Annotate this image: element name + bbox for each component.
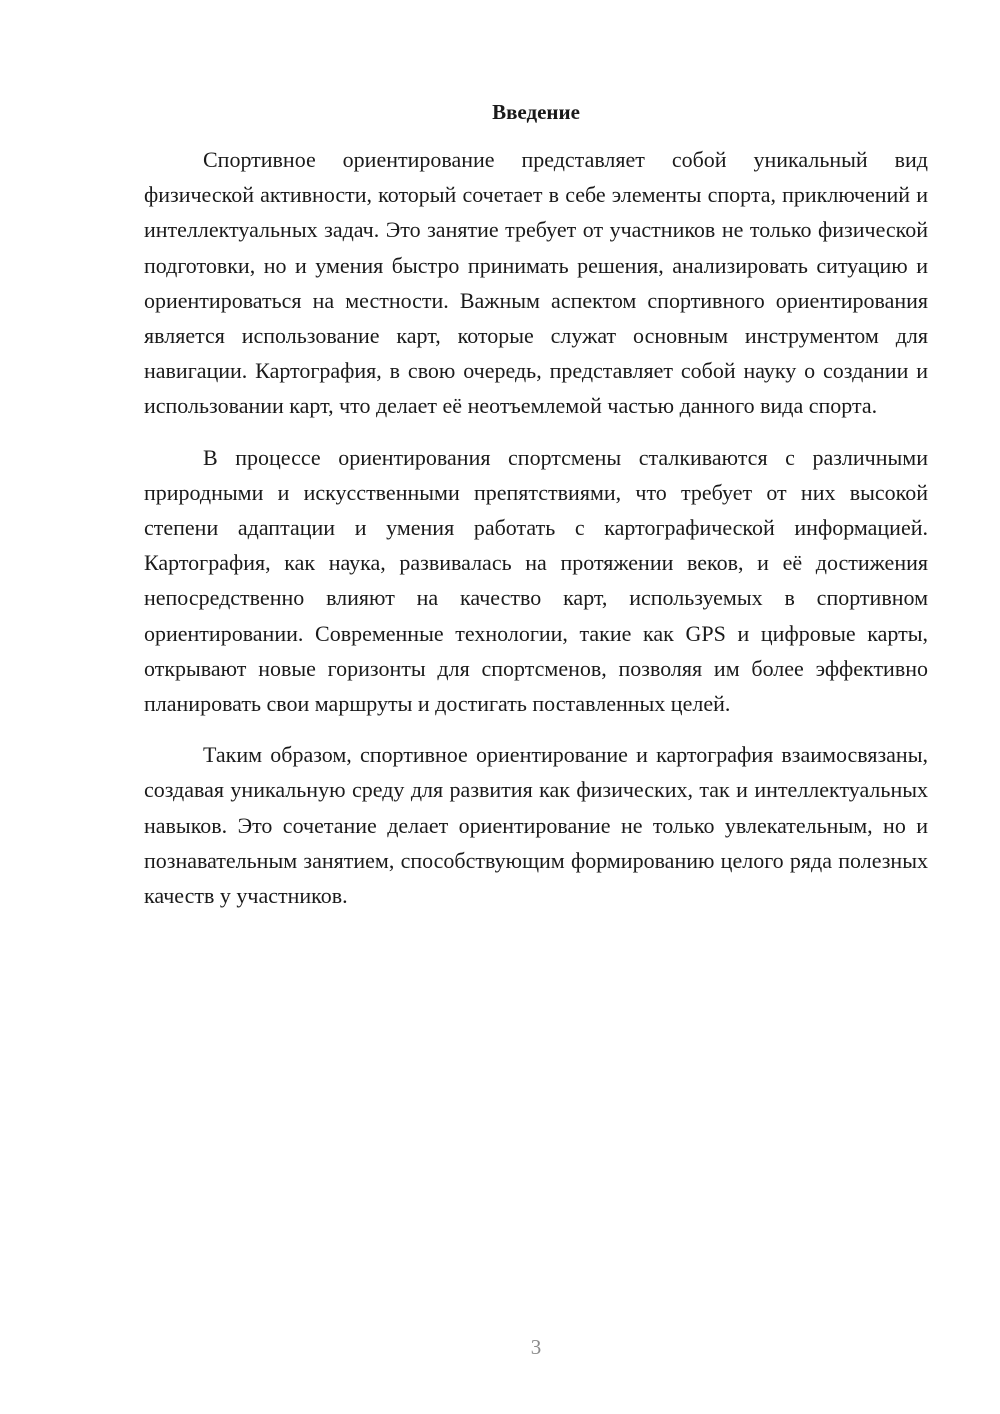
paragraph-2: В процессе ориентирования спортсмены сталкиваются с различными природными и искусственными препятствиями, что требует от них высокой степени адаптации и умения работать с картографической информацией. Картография, как наука, развивалась на протяжении веков, и её достижения непосредственно влияют на качество карт, используемых в спортивном ориентировании. Современные технологии, такие как GPS и цифровые карты, открывают новые горизонты для спортсменов, позволяя им более эффективно планировать свои маршруты и достигать поставленных целей. [144,444,928,717]
body-text [144,142,928,913]
section-heading: Введение [492,100,580,124]
paragraph-1: Спортивное ориентирование представляет собой уникальный вид физической активности, который сочетает в себе элементы спорта, приключений и интеллектуальных задач. Это занятие требует от участников не только физической подготовки, но и умения быстро принимать решения, анализировать ситуацию и ориентироваться на местности. Важным аспектом спортивного ориентирования является использование карт, которые служат основным инструментом для навигации. Картография, в свою очередь, представляет собой науку о создании и использовании карт, что делает её неотъемлемой частью данного вида спорта. [144,147,928,419]
paragraph-3: Таким образом, спортивное ориентирование и картография взаимосвязаны, создавая уникальную среду для развития как физических, так и интеллектуальных навыков. Это сочетание делает ориентирование не только увлекательным, но и познавательным занятием, способствующим формированию целого ряда полезных качеств у участников. [144,742,928,909]
page-number: 3 [530,1335,542,1359]
